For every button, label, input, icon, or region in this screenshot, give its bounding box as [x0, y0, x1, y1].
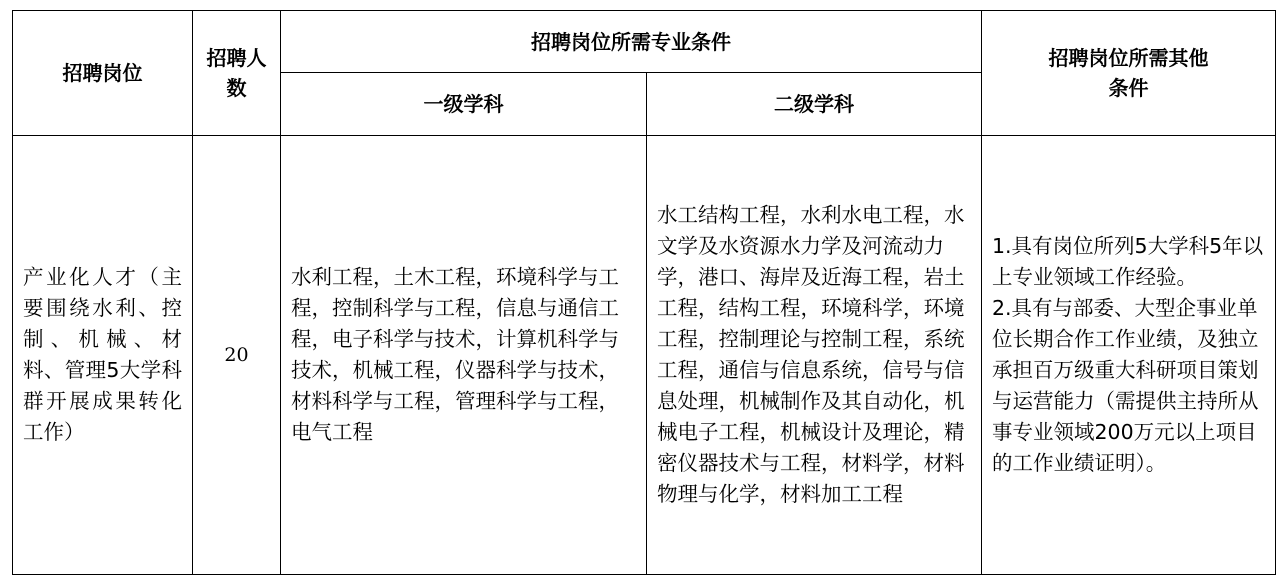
cell-other-conditions: [982, 136, 1276, 575]
header-level1: 一级学科: [281, 73, 647, 136]
cell-count: 20: [193, 136, 281, 575]
cell-level2: 水工结构工程，水利水电工程，水文学及水资源水力学及河流动力学，港口、海岸及近海工程，岩土工程，结构工程，环境科学，环境工程，控制理论与控制工程，系统工程，通信与信息系统，信号与信息处理，机械制作及其自动化，机械电子工程，机械设计及理论，精密仪器技术与工程，材料学，材料物理与化学，材料加工工程: [647, 136, 982, 575]
cell-level1: 水利工程，土木工程，环境科学与工程，控制科学与工程，信息与通信工程，电子科学与技术，计算机科学与技术，机械工程，仪器科学与技术，材料科学与工程，管理科学与工程，电气工程: [281, 136, 647, 575]
header-major-group: 招聘岗位所需专业条件: [281, 11, 982, 73]
cell-position: 产业化人才（主要围绕水利、控制、机械、材料、管理5大学科群开展成果转化工作）: [13, 136, 193, 575]
condition-1: 1.具有岗位所列5大学科5年以上专业领域工作经验。: [992, 234, 1264, 289]
condition-2: 2.具有与部委、大型企事业单位长期合作工作业绩，及独立承担百万级重大科研项目策划与运营能力（需提供主持所从事专业领域200万元以上项目的工作业绩证明）。: [992, 296, 1259, 475]
table-row: [13, 136, 1276, 575]
header-row-1: [13, 11, 1276, 73]
recruitment-table: [12, 10, 1276, 575]
header-level2: 二级学科: [647, 73, 982, 136]
header-other-conditions: 招聘岗位所需其他条件: [982, 11, 1276, 136]
header-count: 招聘人数: [193, 11, 281, 136]
header-position: 招聘岗位: [13, 11, 193, 136]
